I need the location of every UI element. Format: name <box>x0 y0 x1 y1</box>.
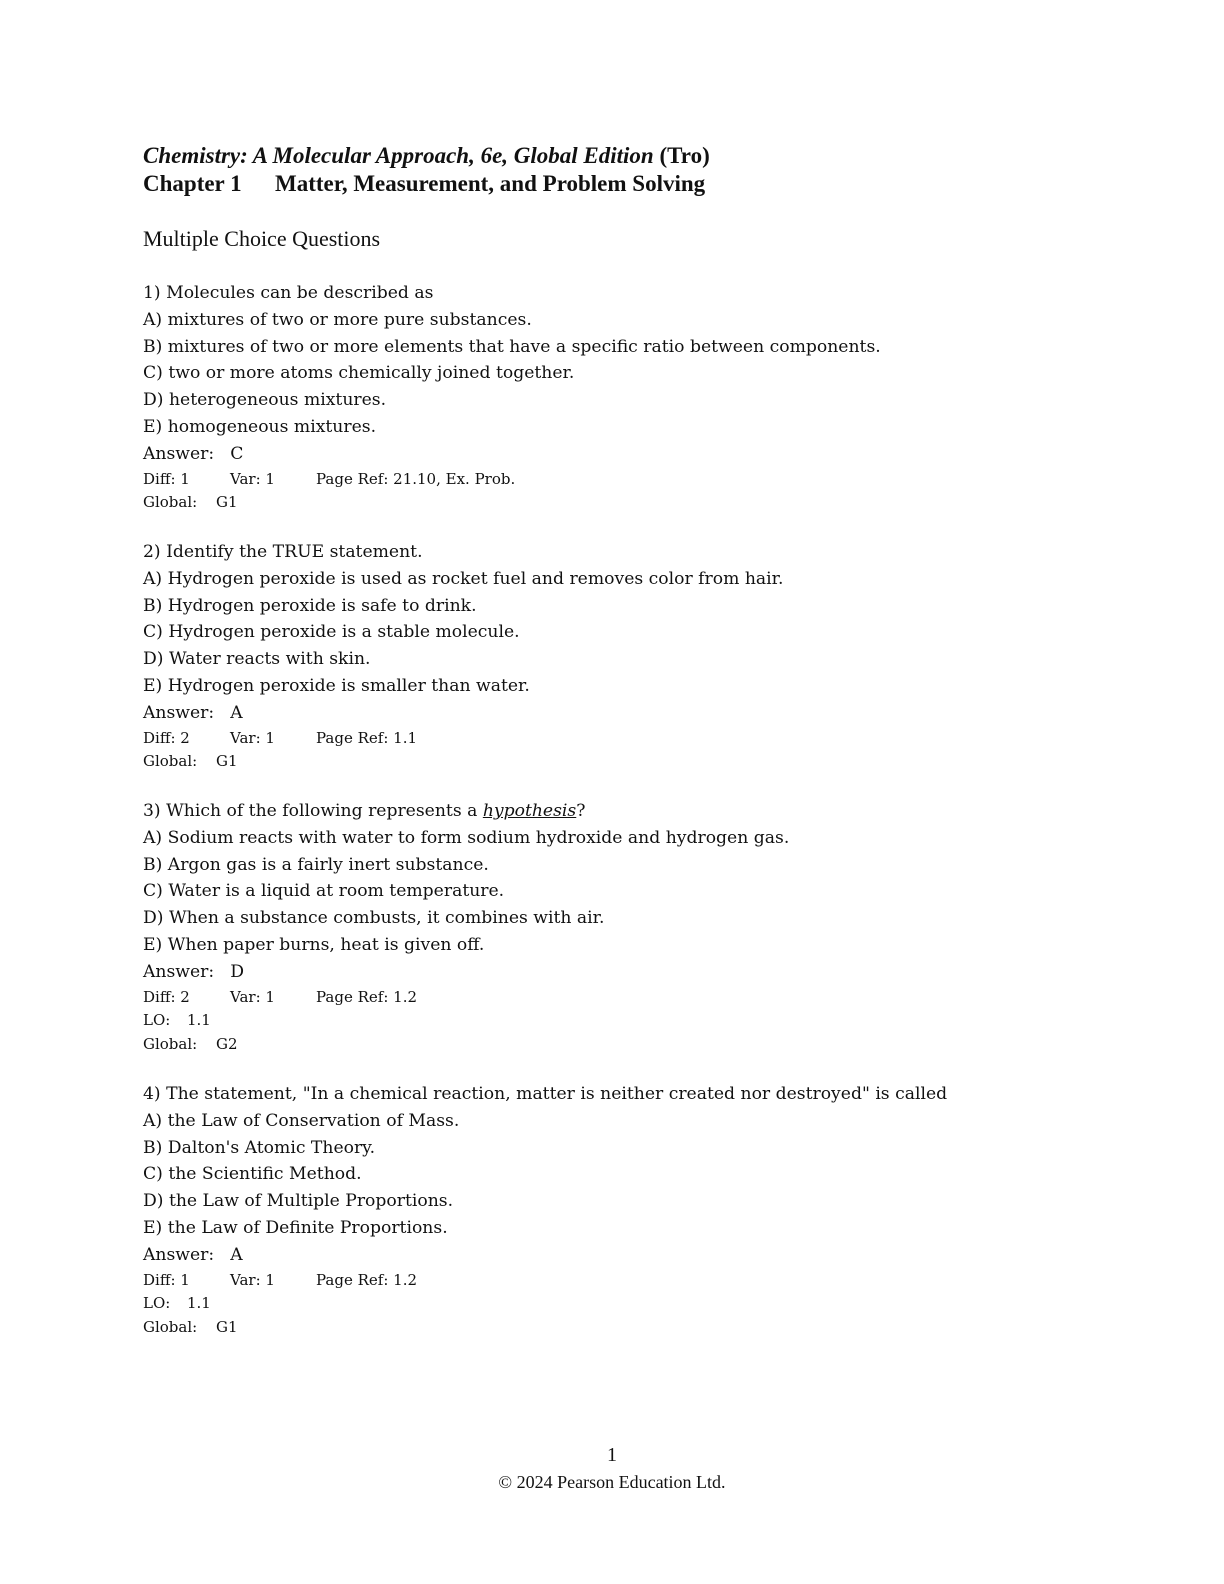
page-ref: Page Ref: 1.2 <box>316 987 418 1006</box>
option-b: B) Hydrogen peroxide is safe to drink. <box>143 595 477 616</box>
option-c: C) the Scientific Method. <box>143 1164 362 1185</box>
answer-line <box>143 959 1143 986</box>
page-ref: Page Ref: 1.1 <box>316 728 418 747</box>
question-stem: 1) Molecules can be described as <box>143 283 434 303</box>
global-value: G1 <box>216 752 238 771</box>
difficulty: Diff: 1 <box>143 469 190 488</box>
answer-line <box>143 1242 1143 1269</box>
lo-value: 1.1 <box>187 1294 211 1313</box>
chapter-title: Matter, Measurement, and Problem Solving <box>275 171 706 196</box>
option-c: C) Hydrogen peroxide is a stable molecule. <box>143 622 520 643</box>
meta-line <box>143 986 1143 1010</box>
question-stem: 4) The statement, "In a chemical reaction, matter is neither created nor destroyed" is called <box>143 1084 948 1104</box>
book-title: Chemistry: A Molecular Approach, 6e, Global Edition <box>143 143 654 168</box>
variation: Var: 1 <box>230 1270 275 1289</box>
global-label: Global: <box>143 1317 198 1336</box>
answer-line <box>143 441 1143 468</box>
option-d: D) Water reacts with skin. <box>143 649 371 670</box>
option-b: B) Argon gas is a fairly inert substance. <box>143 854 489 875</box>
global-value: G2 <box>216 1034 238 1053</box>
answer-value: A <box>230 702 243 723</box>
chapter-heading <box>143 171 705 197</box>
lo-line <box>143 1009 1143 1033</box>
lo-line <box>143 1292 1143 1316</box>
option-a: A) the Law of Conservation of Mass. <box>143 1110 460 1131</box>
answer-value: A <box>230 1244 243 1265</box>
option-e: E) the Law of Definite Proportions. <box>143 1217 448 1238</box>
option-a: A) Hydrogen peroxide is used as rocket fuel and removes color from hair. <box>143 568 784 589</box>
book-title-line <box>143 143 710 169</box>
variation: Var: 1 <box>230 728 275 747</box>
option-b: B) mixtures of two or more elements that have a specific ratio between components. <box>143 336 881 357</box>
global-value: G1 <box>216 493 238 512</box>
answer-value: C <box>230 443 244 464</box>
question-1 <box>143 280 1143 515</box>
stem-emphasis: hypothesis <box>482 801 577 821</box>
global-label: Global: <box>143 493 198 512</box>
meta-line <box>143 1269 1143 1293</box>
meta-line <box>143 727 1143 751</box>
answer-label: Answer: <box>143 1244 215 1265</box>
page-number: 1 <box>607 1444 617 1466</box>
global-value: G1 <box>216 1317 238 1336</box>
meta-line <box>143 468 1143 492</box>
answer-line <box>143 700 1143 727</box>
lo-label: LO: <box>143 1011 171 1030</box>
difficulty: Diff: 1 <box>143 1270 190 1289</box>
global-line <box>143 491 1143 515</box>
question-stem: 2) Identify the TRUE statement. <box>143 542 423 562</box>
stem-prefix: 3) Which of the following represents a <box>143 801 483 821</box>
lo-label: LO: <box>143 1294 171 1313</box>
question-2 <box>143 539 1143 774</box>
option-c: C) Water is a liquid at room temperature. <box>143 881 505 902</box>
option-d: D) the Law of Multiple Proportions. <box>143 1191 454 1212</box>
copyright: © 2024 Pearson Education Ltd. <box>498 1472 726 1492</box>
global-line <box>143 750 1143 774</box>
answer-label: Answer: <box>143 443 215 464</box>
difficulty: Diff: 2 <box>143 987 190 1006</box>
option-a: A) Sodium reacts with water to form sodium hydroxide and hydrogen gas. <box>143 827 790 848</box>
option-e: E) When paper burns, heat is given off. <box>143 934 485 955</box>
answer-value: D <box>230 961 244 982</box>
book-author: (Tro) <box>659 143 710 168</box>
difficulty: Diff: 2 <box>143 728 190 747</box>
stem-suffix: ? <box>576 801 586 821</box>
page-ref: Page Ref: 1.2 <box>316 1270 418 1289</box>
global-label: Global: <box>143 752 198 771</box>
global-label: Global: <box>143 1034 198 1053</box>
section-title: Multiple Choice Questions <box>143 226 381 251</box>
option-b: B) Dalton's Atomic Theory. <box>143 1137 376 1158</box>
global-line <box>143 1316 1143 1340</box>
option-a: A) mixtures of two or more pure substances. <box>143 309 532 330</box>
option-d: D) When a substance combusts, it combines with air. <box>143 908 605 929</box>
question-4 <box>143 1081 1143 1339</box>
answer-label: Answer: <box>143 961 215 982</box>
option-c: C) two or more atoms chemically joined together. <box>143 363 575 384</box>
variation: Var: 1 <box>230 987 275 1006</box>
lo-value: 1.1 <box>187 1011 211 1030</box>
global-line <box>143 1033 1143 1057</box>
question-stem <box>143 798 1143 825</box>
page-ref: Page Ref: 21.10, Ex. Prob. <box>316 469 516 488</box>
option-e: E) homogeneous mixtures. <box>143 416 377 437</box>
variation: Var: 1 <box>230 469 275 488</box>
question-3 <box>143 798 1143 1056</box>
answer-label: Answer: <box>143 702 215 723</box>
chapter-number: Chapter 1 <box>143 171 242 196</box>
option-d: D) heterogeneous mixtures. <box>143 390 387 411</box>
option-e: E) Hydrogen peroxide is smaller than water. <box>143 675 530 696</box>
